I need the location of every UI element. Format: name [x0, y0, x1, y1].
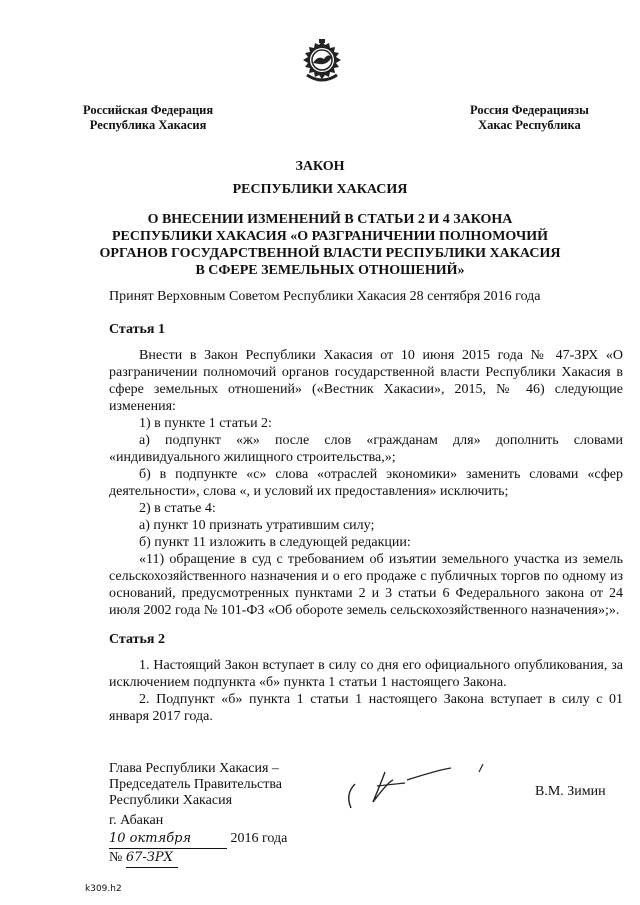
- city: г. Абакан: [109, 813, 164, 828]
- article2-p1: 1. Настоящий Закон вступает в силу со дня его официального опубликования, за исключением подпункта «б» пункта 1 статьи 1 настоящего Закона.: [109, 658, 623, 690]
- date-suffix: 2016 года: [230, 831, 288, 846]
- handwritten-date: 10 октября: [109, 830, 227, 849]
- header-left: [83, 103, 213, 133]
- signatory-line3: Республики Хакасия: [109, 793, 233, 808]
- heading-line3: ОРГАНОВ ГОСУДАРСТВЕННОЙ ВЛАСТИ РЕСПУБЛИКИ ХАКАСИЯ: [99, 246, 561, 261]
- header-right-line2: Хакас Республика: [478, 118, 581, 132]
- number-line: [109, 849, 287, 868]
- heading-line1: О ВНЕСЕНИИ ИЗМЕНЕНИЙ В СТАТЬИ 2 И 4 ЗАКОНА: [147, 212, 513, 227]
- signatory-line1: Глава Республики Хакасия –: [109, 761, 279, 776]
- article1-item2: 2) в статье 4:: [139, 501, 216, 516]
- article1-item1b: б) в подпункте «с» слова «отраслей экономики» заменить словами «сфер деятельности», слова «, и условий их предоставления» исключить;: [109, 467, 623, 499]
- article1-body: [109, 347, 623, 619]
- article1-intro: Внести в Закон Республики Хакасия от 10 июня 2015 года № 47-ЗРХ «О разграничении полномочий органов государственной власти Республики Хакасия в сфере земельных отношений» («Вестник Хакасии», 2015, № 46) следующие изменения:: [109, 348, 623, 414]
- article1-item2c: «11) обращение в суд с требованием об изъятии земельного участка из земель сельскохозяйственного назначения и о его продаже с публичных торгов по одному из оснований, предусмотренных пунктами 2 и 3 статьи 6 Федерального закона от 24 июля 2002 года № 101-ФЗ «Об обороте земель сельскохозяйственного назначения»;».: [109, 552, 623, 618]
- header-right: [470, 103, 589, 133]
- adoption-note: Принят Верховным Советом Республики Хакасия 28 сентября 2016 года: [109, 289, 541, 304]
- signatory-block: [109, 761, 282, 809]
- article2-title: Статья 2: [109, 632, 165, 647]
- document-code: k309.h2: [85, 884, 122, 894]
- heading-line4: В СФЕРЕ ЗЕМЕЛЬНЫХ ОТНОШЕНИЙ»: [195, 263, 465, 278]
- article1-title: Статья 1: [109, 322, 165, 337]
- heading-line2: РЕСПУБЛИКИ ХАКАСИЯ «О РАЗГРАНИЧЕНИИ ПОЛНОМОЧИЙ: [111, 229, 549, 244]
- header-right-line1: Россия Федерациязы: [470, 103, 589, 117]
- handwritten-number: 67-ЗРХ: [126, 849, 178, 868]
- article2-body: [109, 657, 623, 725]
- article1-item1: 1) в пункте 1 статьи 2:: [139, 416, 272, 431]
- coat-of-arms-emblem: [299, 39, 345, 87]
- number-prefix: №: [109, 850, 123, 865]
- header-left-line1: Российская Федерация: [83, 103, 214, 117]
- law-subtitle: РЕСПУБЛИКИ ХАКАСИЯ: [232, 182, 408, 197]
- place-and-date: [109, 812, 287, 868]
- law-title: ЗАКОН: [295, 159, 345, 174]
- article1-item2a: а) пункт 10 признать утратившим силу;: [139, 518, 375, 533]
- header-left-line2: Республика Хакасия: [89, 118, 207, 132]
- signatory-line2: Председатель Правительства: [109, 777, 282, 792]
- date-line: [109, 830, 287, 849]
- article1-item2b: б) пункт 11 изложить в следующей редакции:: [139, 535, 411, 550]
- handwritten-signature: [333, 758, 503, 828]
- signatory-name: В.М. Зимин: [535, 784, 606, 799]
- article1-item1a: а) подпункт «ж» после слов «гражданам для» дополнить словами «индивидуального жилищного строительства,»;: [109, 433, 623, 465]
- article2-p2: 2. Подпункт «б» пункта 1 статьи 1 настоящего Закона вступает в силу с 01 января 2017 года.: [109, 692, 623, 724]
- law-heading: [95, 211, 565, 279]
